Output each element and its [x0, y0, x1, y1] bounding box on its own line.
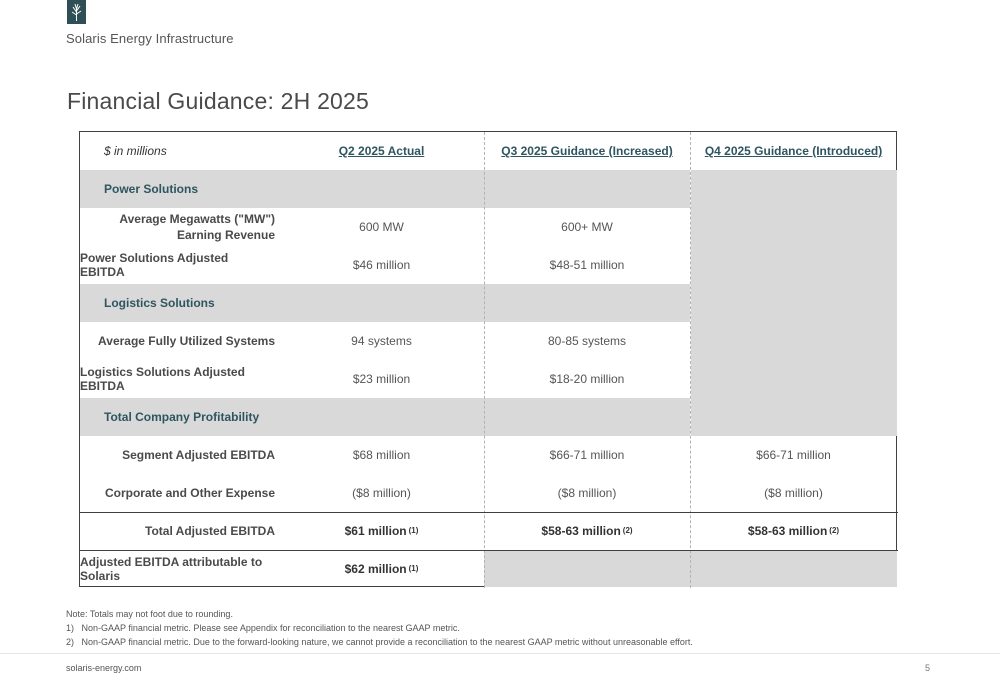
value-power-ebitda-q3: $48-51 million [549, 258, 625, 272]
value-total-ebitda-q2: $61 million (1) [344, 524, 419, 538]
value-attrib-ebitda-q2-text: $62 million [344, 561, 407, 576]
value-avg-systems-q3: 80-85 systems [547, 334, 627, 348]
value-corporate-q2: ($8 million) [352, 486, 411, 500]
value-avg-mw-q2: 600 MW [359, 220, 404, 234]
value-power-ebitda-q2: $46 million [352, 258, 411, 272]
value-segment-ebitda-q3: $66-71 million [549, 448, 625, 462]
value-logistics-ebitda-q2: $23 million [352, 372, 411, 386]
section-label-logistics: Logistics Solutions [104, 296, 215, 310]
column-header-q2-actual: Q2 2025 Actual [338, 144, 425, 158]
column-header-q3-guidance: Q3 2025 Guidance (Increased) [501, 144, 673, 158]
value-logistics-ebitda-q3: $18-20 million [549, 372, 625, 386]
row-label-segment-ebitda: Segment Adjusted EBITDA [122, 448, 275, 462]
value-total-ebitda-q2-text: $61 million [344, 524, 407, 538]
guidance-table [79, 131, 897, 587]
row-label-avg-systems: Average Fully Utilized Systems [98, 334, 275, 348]
footnote-2: 2) Non-GAAP financial metric. Due to the forward-looking nature, we cannot provide a reconciliation to the nearest GAAP metric without unreasonable effort. [66, 637, 693, 647]
row-label-logistics-ebitda: Logistics Solutions Adjusted EBITDA [80, 365, 245, 393]
row-label-avg-mw [80, 208, 275, 246]
value-segment-ebitda-q4: $66-71 million [756, 448, 831, 462]
footer-divider [0, 653, 1000, 654]
row-label-corporate-expense: Corporate and Other Expense [104, 486, 275, 500]
q4-shaded-block [691, 170, 897, 436]
section-label-power: Power Solutions [104, 182, 199, 196]
footer-website: solaris-energy.com [66, 663, 142, 673]
row-label-attrib-ebitda: Adjusted EBITDA attributable to Solaris [80, 554, 263, 583]
company-logo [67, 0, 86, 24]
footnote-1: 1) Non-GAAP financial metric. Please see Appendix for reconciliation to the nearest GAAP metric. [66, 623, 460, 633]
value-total-ebitda-q3: $58-63 million (2) [541, 524, 633, 538]
row-label-total-ebitda: Total Adjusted EBITDA [145, 524, 275, 538]
page-title: Financial Guidance: 2H 2025 [67, 88, 370, 114]
value-corporate-q3: ($8 million) [557, 486, 617, 500]
row-label-power-ebitda: Power Solutions Adjusted EBITDA [80, 251, 229, 279]
column-header-q4-guidance: Q4 2025 Guidance (Introduced) [704, 144, 883, 158]
value-avg-mw-q3: 600+ MW [561, 220, 613, 234]
section-label-total: Total Company Profitability [104, 410, 260, 424]
footnotes [66, 607, 693, 649]
units-label: $ in millions [104, 144, 167, 158]
footnote-rounding: Note: Totals may not foot due to rounding. [66, 609, 233, 619]
value-corporate-q4: ($8 million) [764, 486, 823, 500]
value-total-ebitda-q4: $58-63 million (2) [747, 524, 840, 538]
company-name: Solaris Energy Infrastructure [66, 31, 234, 46]
value-total-ebitda-q3-text: $58-63 million [541, 524, 621, 538]
sun-tree-icon [67, 0, 86, 24]
page-number: 5 [925, 663, 931, 673]
value-attrib-ebitda-q2: $62 million (1) [344, 561, 419, 576]
value-total-ebitda-q4-text: $58-63 million [747, 524, 828, 538]
row-label-avg-mw-line1: Average Megawatts ("MW") [119, 212, 275, 226]
value-avg-systems-q2: 94 systems [351, 334, 412, 348]
row-label-avg-mw-line2: Earning Revenue [176, 228, 275, 242]
value-segment-ebitda-q2: $68 million [352, 448, 411, 462]
